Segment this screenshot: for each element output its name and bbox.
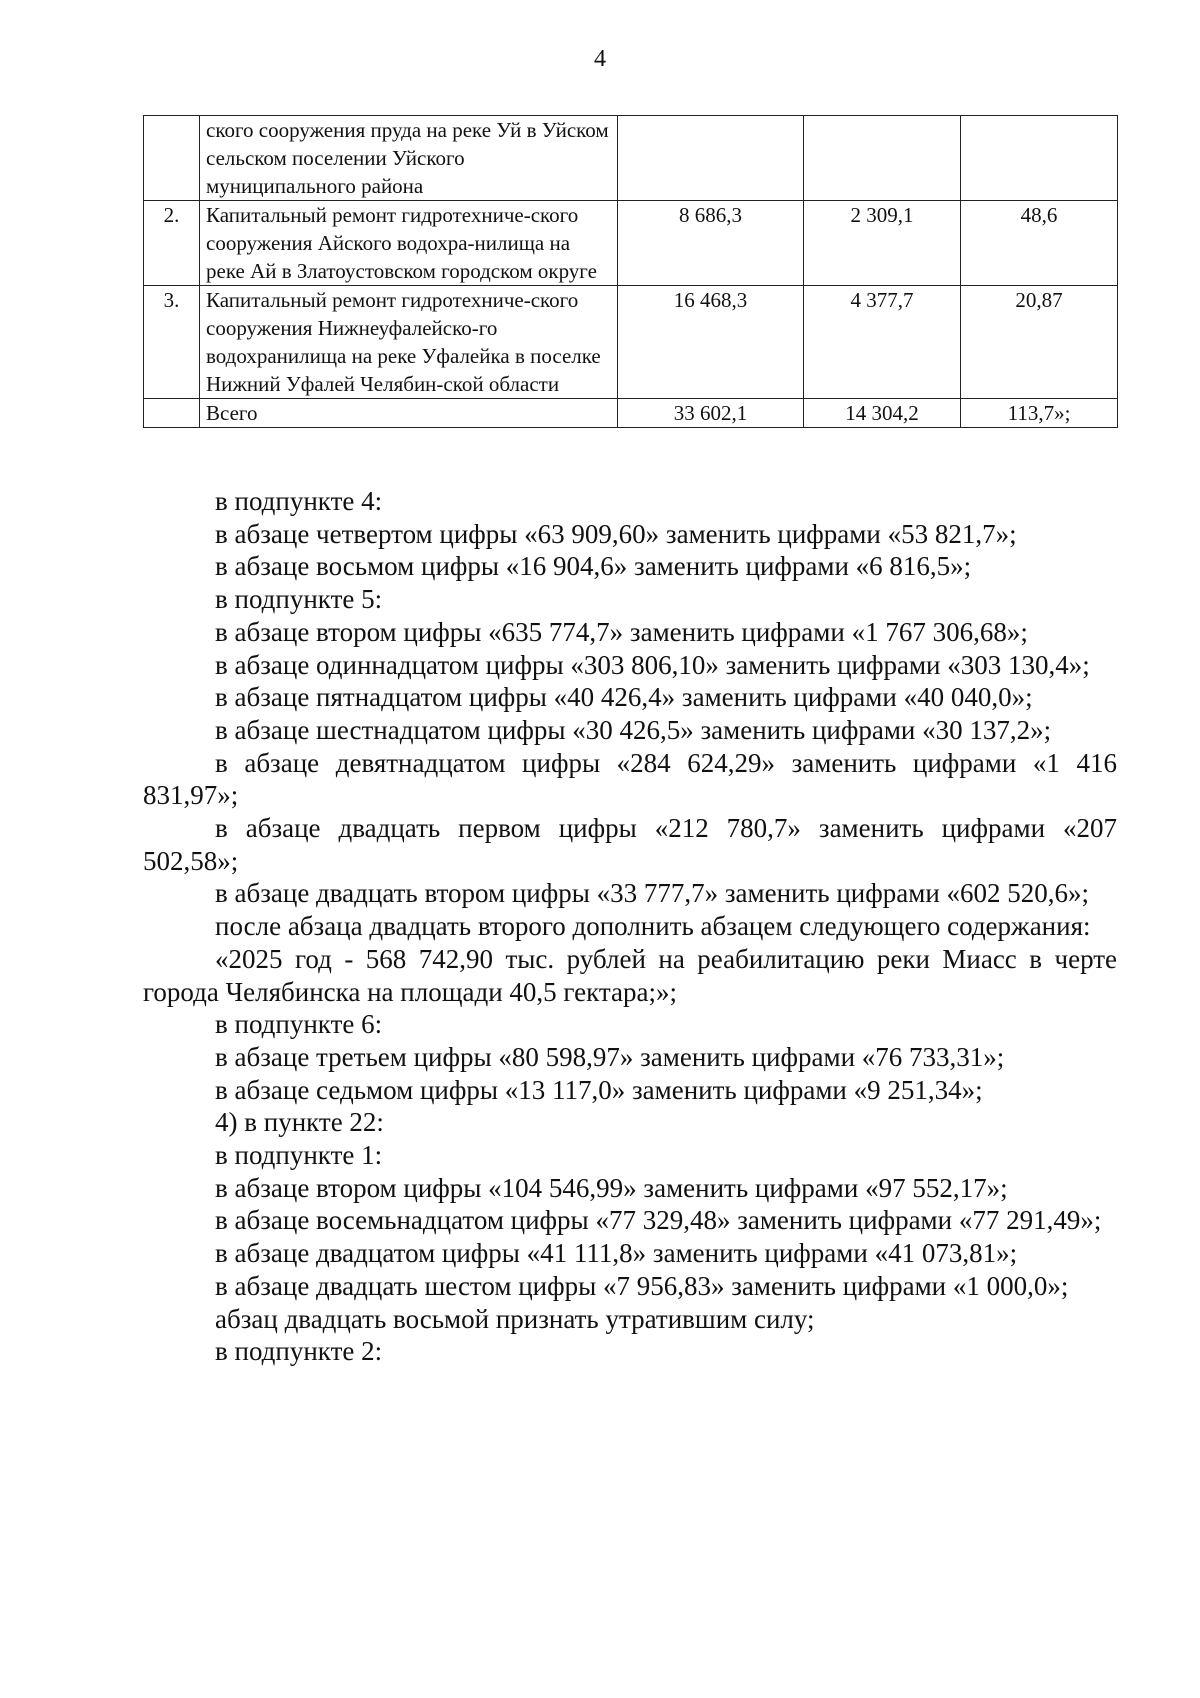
paragraph: в абзаце шестнадцатом цифры «30 426,5» заменить цифрами «30 137,2»; (215, 714, 1052, 745)
row-value-3 (961, 116, 1118, 201)
paragraph: в абзаце втором цифры «104 546,99» заменить цифрами «97 552,17»; (215, 1172, 1008, 1203)
row-value-2: 2 309,1 (804, 201, 961, 286)
row-number: 2. (144, 201, 200, 286)
page-number: 4 (594, 46, 606, 72)
paragraph: в абзаце девятнадцатом цифры «284 624,29» заменить цифрами «1 416 831,97»; (143, 747, 1117, 811)
paragraph: в абзаце пятнадцатом цифры «40 426,4» заменить цифрами «40 040,0»; (215, 682, 1033, 713)
paragraph: в абзаце восемьнадцатом цифры «77 329,48» заменить цифрами «77 291,49»; (215, 1205, 1102, 1236)
paragraph: в абзаце седьмом цифры «13 117,0» заменить цифрами «9 251,34»; (215, 1074, 983, 1105)
row-value-1: 33 602,1 (618, 399, 804, 428)
table-row (144, 286, 1118, 399)
row-number (144, 399, 200, 428)
paragraph: абзац двадцать восьмой признать утратившим силу; (215, 1303, 815, 1334)
paragraph: в абзаце двадцать шестом цифры «7 956,83» заменить цифрами «1 000,0»; (215, 1270, 1069, 1301)
paragraph: «2025 год - 568 742,90 тыс. рублей на реабилитацию реки Миасс в черте города Челябинска на площади 40,5 гектара;»; (143, 943, 1117, 1007)
row-description: Всего (200, 399, 618, 428)
paragraph: в подпункте 2: (215, 1336, 383, 1367)
row-value-2 (804, 116, 961, 201)
row-value-1: 16 468,3 (618, 286, 804, 399)
paragraph: в абзаце четвертом цифры «63 909,60» заменить цифрами «53 821,7»; (215, 518, 1017, 549)
paragraph: в подпункте 4: (215, 486, 383, 516)
paragraph: в подпункте 5: (215, 584, 383, 615)
paragraph: в подпункте 1: (215, 1140, 383, 1171)
funding-table (143, 115, 1118, 428)
row-number (144, 116, 200, 201)
row-value-2: 4 377,7 (804, 286, 961, 399)
document-body (143, 485, 1117, 1368)
paragraph: 4) в пункте 22: (215, 1107, 384, 1138)
row-description: Капитальный ремонт гидротехниче-ского сооружения Нижнеуфалейско-го водохранилища на реке Уфалейка в поселке Нижний Уфалей Челябин-ской области (200, 286, 618, 399)
table-total-row (144, 399, 1118, 428)
paragraph: в абзаце двадцать первом цифры «212 780,7» заменить цифрами «207 502,58»; (143, 813, 1117, 876)
paragraph: в абзаце втором цифры «635 774,7» заменить цифрами «1 767 306,68»; (215, 616, 1028, 647)
paragraph: в абзаце третьем цифры «80 598,97» заменить цифрами «76 733,31»; (215, 1041, 1005, 1072)
paragraph: в абзаце двадцатом цифры «41 111,8» заменить цифрами «41 073,81»; (215, 1238, 1018, 1269)
row-number: 3. (144, 286, 200, 399)
row-description: Капитальный ремонт гидротехниче-ского сооружения Айского водохра-нилища на реке Ай в Златоустовском городском округе (200, 201, 618, 286)
row-value-3: 113,7»; (961, 399, 1118, 428)
row-value-1 (618, 116, 804, 201)
paragraph: после абзаца двадцать второго дополнить абзацем следующего содержания: (215, 911, 1091, 942)
row-value-2: 14 304,2 (804, 399, 961, 428)
row-value-3: 20,87 (961, 286, 1118, 399)
row-value-3: 48,6 (961, 201, 1118, 286)
paragraph: в абзаце восьмом цифры «16 904,6» заменить цифрами «6 816,5»; (215, 551, 972, 582)
paragraph: в абзаце одиннадцатом цифры «303 806,10» заменить цифрами «303 130,4»; (215, 649, 1090, 680)
table-row (144, 201, 1118, 286)
row-value-1: 8 686,3 (618, 201, 804, 286)
paragraph: в подпункте 6: (215, 1009, 383, 1040)
table-row (144, 116, 1118, 201)
paragraph: в абзаце двадцать втором цифры «33 777,7» заменить цифрами «602 520,6»; (215, 878, 1090, 909)
row-description: ского сооружения пруда на реке Уй в Уйском сельском поселении Уйского муниципального района (200, 116, 618, 201)
